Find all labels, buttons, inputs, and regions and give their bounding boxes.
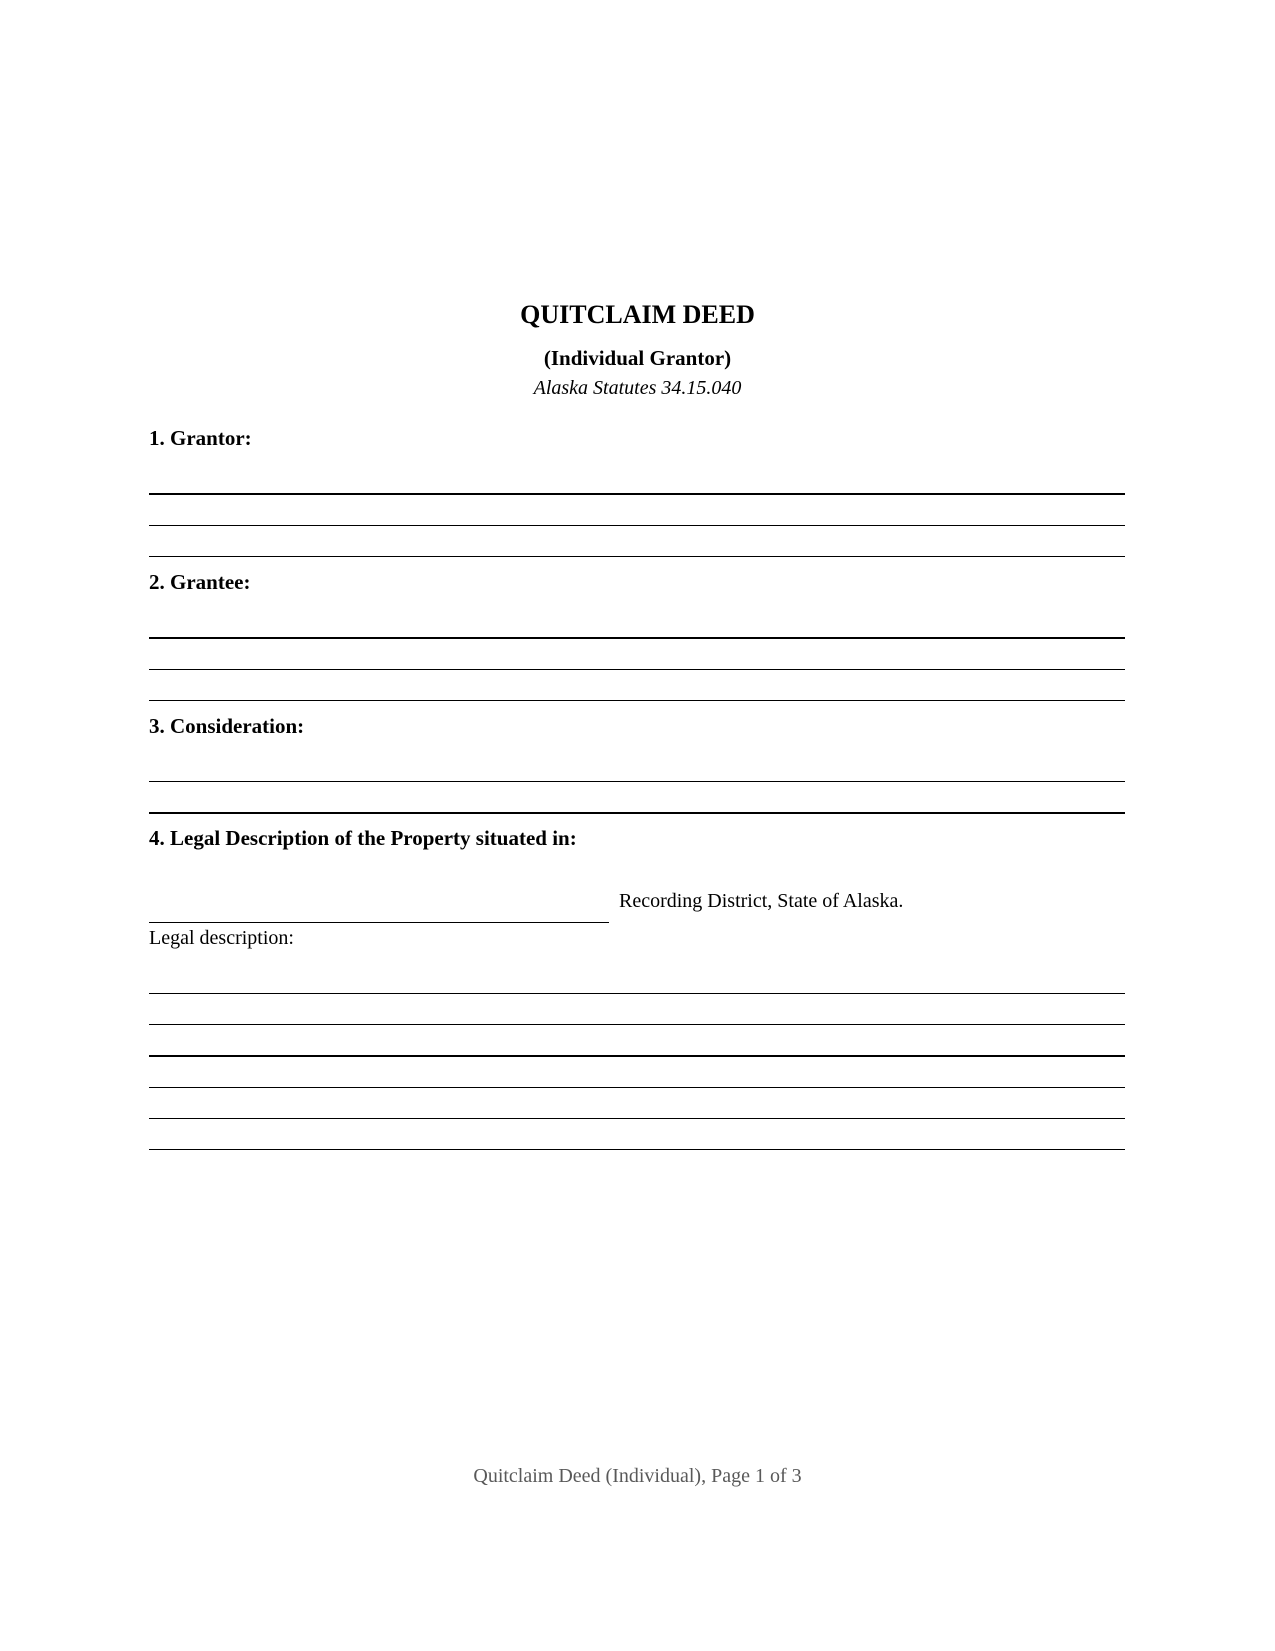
legal-description-line-3[interactable] [149,1055,1125,1057]
grantor-line-3[interactable] [149,556,1125,557]
grantor-line-1[interactable] [149,493,1125,495]
recording-district-field[interactable] [149,922,609,923]
grantee-line-2[interactable] [149,669,1125,670]
consideration-heading: 3. Consideration: [149,714,305,738]
grantor-line-2[interactable] [149,525,1125,526]
statute-reference: Alaska Statutes 34.15.040 [533,377,742,399]
legal-description-line-2[interactable] [149,1024,1125,1025]
legal-description-line-5[interactable] [149,1118,1125,1119]
legal-description-line-6[interactable] [149,1149,1125,1150]
legal-description-line-1[interactable] [149,993,1125,994]
grantee-line-1[interactable] [149,637,1125,639]
legal-description-heading: 4. Legal Description of the Property situated in: [149,826,577,850]
legal-description-line-4[interactable] [149,1087,1125,1088]
page-footer: Quitclaim Deed (Individual), Page 1 of 3 [473,1465,802,1487]
legal-description-label: Legal description: [149,927,294,949]
consideration-line-2[interactable] [149,812,1125,814]
grantee-line-3[interactable] [149,700,1125,701]
recording-district-label: Recording District, State of Alaska. [619,890,904,912]
grantor-heading: 1. Grantor: [149,426,252,450]
grantee-heading: 2. Grantee: [149,570,251,594]
consideration-line-1[interactable] [149,781,1125,782]
document-title: QUITCLAIM DEED [520,300,755,329]
document-subtitle: (Individual Grantor) [543,346,732,370]
